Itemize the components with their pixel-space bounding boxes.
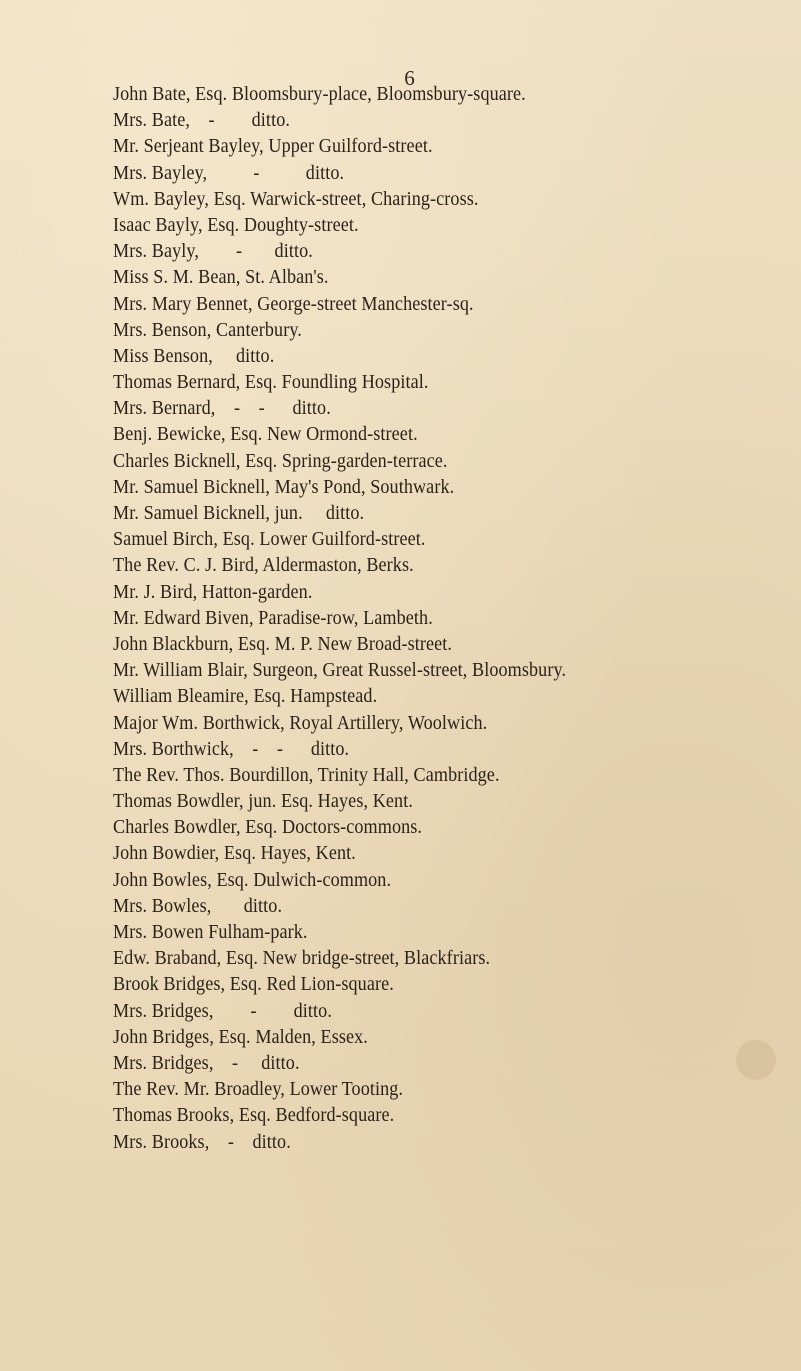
subscriber-entry-text: Mrs. Borthwick, (113, 738, 234, 760)
list-item (113, 894, 566, 920)
list-item (113, 1025, 566, 1051)
ditto-mark: ditto. (236, 345, 275, 367)
list-item (113, 972, 566, 998)
ditto-mark: ditto. (252, 1131, 291, 1153)
subscriber-entry-text: Mrs. Brooks, (113, 1131, 210, 1153)
subscriber-entry-text: Mrs. Bayly, (113, 241, 199, 263)
ditto-mark: ditto. (310, 738, 350, 760)
subscriber-list (113, 82, 600, 1156)
list-item (113, 344, 566, 370)
subscriber-entry-text: Mrs. Bayley, (113, 162, 208, 184)
subscriber-entry-text: Charles Bowdler, Esq. Doctors-commons. (113, 817, 423, 839)
list-item (113, 501, 566, 527)
subscriber-entry-text: The Rev. Thos. Bourdillon, Trinity Hall, Cambridge. (113, 764, 500, 786)
list-item (113, 1130, 566, 1156)
ditto-separator (211, 896, 243, 917)
subscriber-entry-text: Charles Bicknell, Esq. Spring-garden-terrace. (113, 450, 448, 472)
subscriber-entry-text: Mrs. Mary Bennet, George-street Manchester-sq. (113, 293, 474, 315)
list-item (113, 187, 566, 213)
ditto-mark: ditto. (292, 398, 331, 420)
subscriber-entry-text: The Rev. C. J. Bird, Aldermaston, Berks. (113, 555, 414, 577)
list-item (113, 684, 566, 710)
ditto-mark: ditto. (274, 241, 313, 263)
subscriber-entry-text: Thomas Brooks, Esq. Bedford-square. (113, 1105, 395, 1127)
subscriber-entry-text: Mrs. Bridges, (113, 1000, 214, 1022)
list-item (113, 632, 566, 658)
subscriber-entry-text: Mrs. Bridges, (113, 1052, 214, 1074)
list-item (113, 868, 566, 894)
subscriber-entry-text: The Rev. Mr. Broadley, Lower Tooting. (113, 1079, 404, 1101)
subscriber-entry-text: Edw. Braband, Esq. New bridge-street, Blackfriars. (113, 948, 491, 970)
list-item (113, 737, 566, 763)
subscriber-entry-text: Benj. Bewicke, Esq. New Ormond-street. (113, 424, 418, 446)
list-item (113, 213, 566, 239)
list-item (113, 789, 566, 815)
subscriber-entry-text: Mr. Samuel Bicknell, May's Pond, Southwark. (113, 476, 455, 498)
list-item (113, 527, 566, 553)
list-item (113, 239, 566, 265)
list-item (113, 449, 566, 475)
list-item (113, 1077, 566, 1103)
subscriber-entry-text: Mrs. Bowles, (113, 895, 212, 917)
list-item (113, 318, 566, 344)
subscriber-entry-text: Mr. J. Bird, Hatton-garden. (113, 581, 313, 603)
ditto-mark: ditto. (305, 162, 345, 184)
subscriber-entry-text: Brook Bridges, Esq. Red Lion-square. (113, 974, 394, 996)
subscriber-entry-text: Mrs. Benson, Canterbury. (113, 319, 302, 341)
list-item (113, 763, 566, 789)
list-item (113, 946, 566, 972)
list-item (113, 580, 566, 606)
subscriber-entry-text: John Blackburn, Esq. M. P. New Broad-street. (113, 633, 453, 655)
list-item (113, 82, 566, 108)
list-item (113, 1051, 566, 1077)
subscriber-entry-text: Mrs. Bowen Fulham-park. (113, 922, 308, 943)
list-item (113, 396, 566, 422)
subscriber-entry-text: Major Wm. Borthwick, Royal Artillery, Woolwich. (113, 712, 488, 734)
list-item (113, 711, 566, 737)
subscriber-entry-text: Mr. William Blair, Surgeon, Great Russel-street, Bloomsbury. (113, 660, 567, 682)
subscriber-entry-text: Isaac Bayly, Esq. Doughty-street. (113, 214, 359, 236)
list-item (113, 920, 566, 946)
subscriber-entry-text: Mrs. Bate, (113, 110, 190, 132)
list-item (113, 475, 566, 501)
subscriber-entry-text: William Bleamire, Esq. Hampstead. (113, 686, 378, 708)
ditto-separator: - (198, 241, 275, 263)
list-item (113, 815, 566, 841)
ditto-separator: - (209, 1131, 253, 1153)
ditto-separator: - - (215, 398, 293, 420)
ditto-mark: ditto. (243, 895, 283, 917)
page-number: 6 (404, 66, 415, 90)
list-item (113, 841, 566, 867)
list-item (113, 134, 566, 160)
list-item (113, 161, 566, 187)
subscriber-entry-text: Mr. Edward Biven, Paradise-row, Lambeth. (113, 607, 433, 629)
ditto-separator: - (213, 1000, 294, 1022)
list-item (113, 658, 566, 684)
subscriber-entry-text: Mr. Samuel Bicknell, jun. (113, 503, 303, 524)
subscriber-entry-text: John Bowles, Esq. Dulwich-common. (113, 869, 392, 891)
subscriber-entry-text: Mrs. Bernard, (113, 398, 216, 420)
ditto-mark: ditto. (293, 1000, 332, 1022)
ditto-mark: ditto. (261, 1052, 300, 1074)
subscriber-entry-text: John Bate, Esq. Bloomsbury-place, Bloomsbury-square. (113, 84, 526, 105)
subscriber-entry-text: Wm. Bayley, Esq. Warwick-street, Charing-cross. (113, 188, 479, 210)
list-item (113, 999, 566, 1025)
ditto-separator: - (189, 110, 252, 132)
list-item (113, 370, 566, 396)
subscriber-entry-text: Thomas Bernard, Esq. Foundling Hospital. (113, 372, 429, 394)
list-item (113, 108, 566, 134)
ditto-separator: - - (233, 738, 311, 760)
subscriber-entry-text: Samuel Birch, Esq. Lower Guilford-street. (113, 529, 426, 551)
list-item (113, 265, 566, 291)
subscriber-entry-text: John Bowdier, Esq. Hayes, Kent. (113, 843, 356, 865)
list-item (113, 606, 566, 632)
list-item (113, 1103, 566, 1129)
subscriber-entry-text: Miss S. M. Bean, St. Alban's. (113, 267, 329, 289)
subscriber-entry-text: Mr. Serjeant Bayley, Upper Guilford-street. (113, 136, 433, 158)
ditto-separator (303, 503, 326, 524)
ditto-mark: ditto. (325, 503, 365, 524)
subscriber-entry-text: John Bridges, Esq. Malden, Essex. (113, 1026, 368, 1048)
ditto-separator (213, 346, 236, 367)
list-item (113, 553, 566, 579)
ditto-separator: - (207, 162, 306, 184)
paper-stain (736, 1040, 776, 1080)
subscriber-entry-text: Thomas Bowdler, jun. Esq. Hayes, Kent. (113, 791, 413, 813)
subscriber-entry-text: Miss Benson, (113, 345, 213, 367)
ditto-separator: - (213, 1052, 262, 1074)
list-item (113, 292, 566, 318)
ditto-mark: ditto. (251, 110, 290, 132)
list-item (113, 422, 566, 448)
